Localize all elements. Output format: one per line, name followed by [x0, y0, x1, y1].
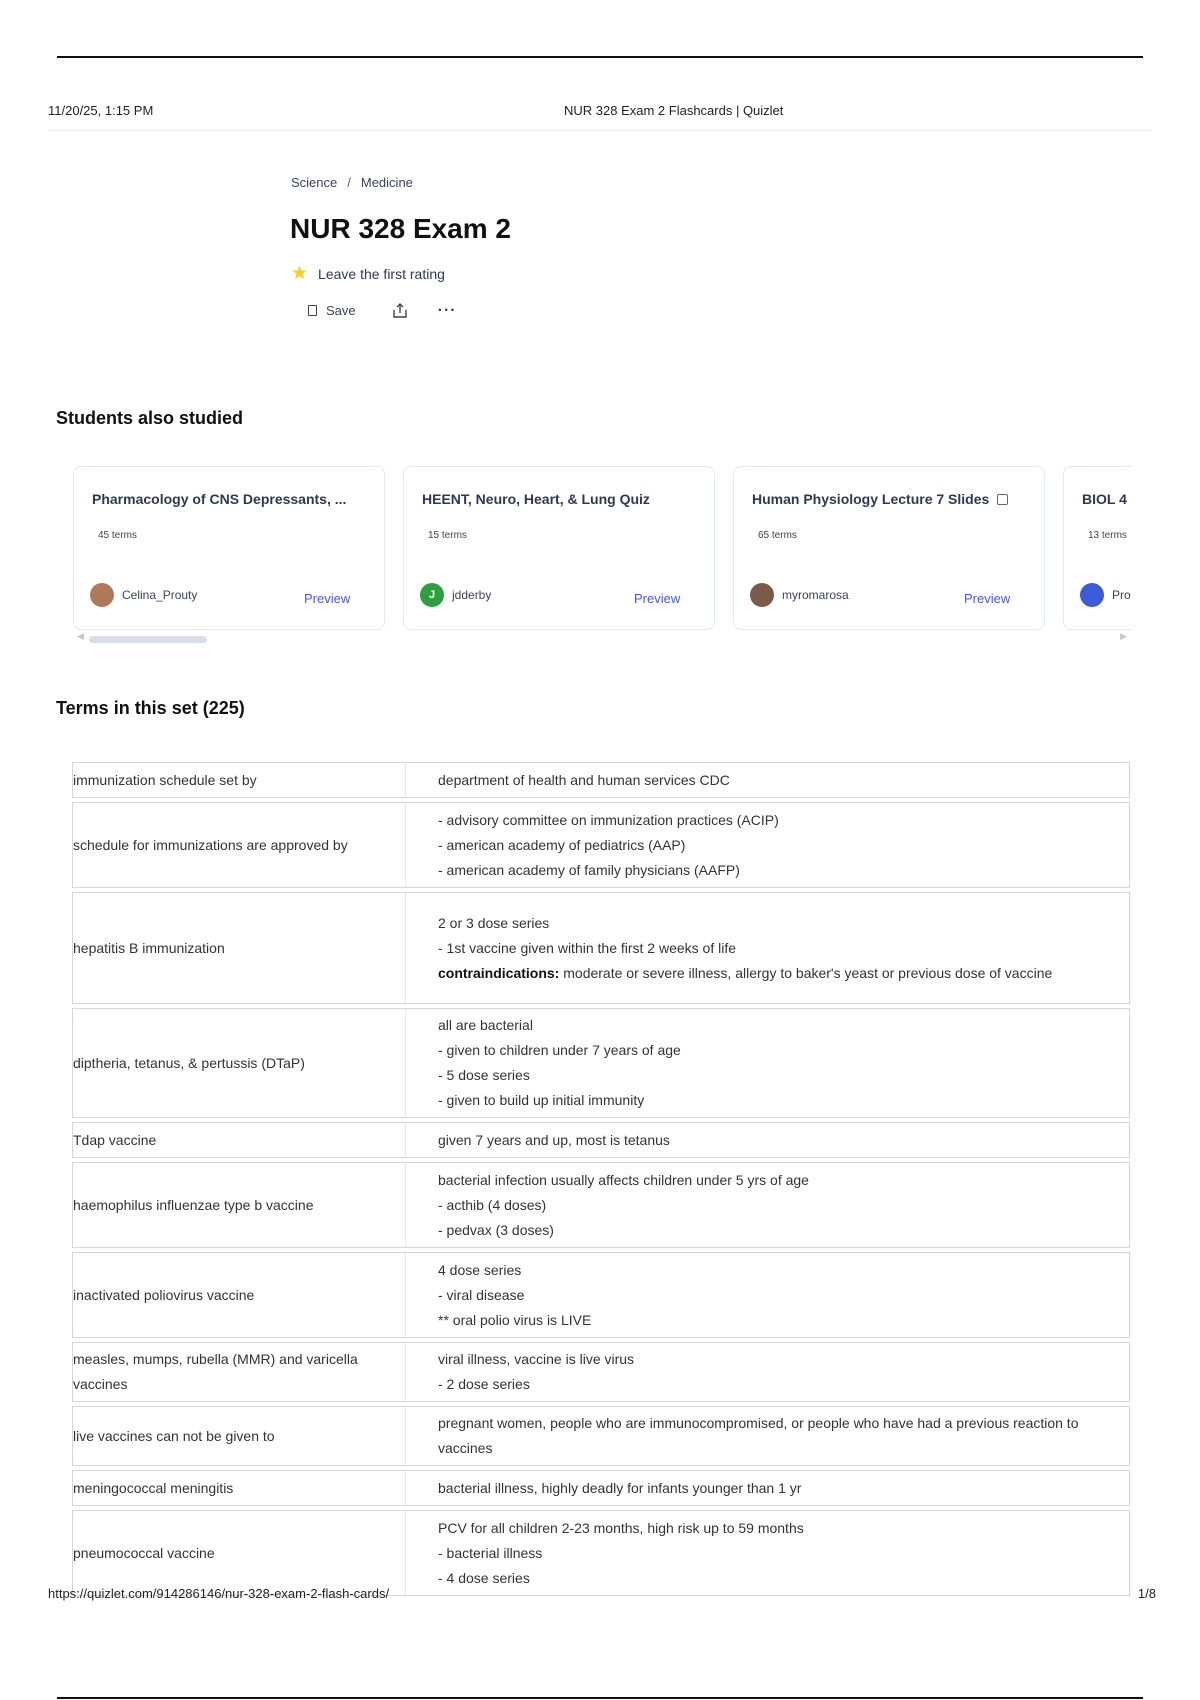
card-username[interactable]: Pro [1112, 588, 1131, 602]
study-set-card[interactable] [403, 466, 715, 630]
slides-icon [997, 494, 1008, 505]
term-row [72, 1342, 1130, 1402]
study-set-carousel [73, 466, 1131, 632]
term-text: schedule for immunizations are approved by [73, 803, 406, 887]
definition [406, 1471, 1129, 1505]
definition [406, 1009, 1129, 1117]
definition [406, 1343, 1129, 1401]
more-options-button[interactable] [437, 301, 457, 319]
breadcrumb [291, 175, 413, 190]
star-icon: ★ [291, 263, 309, 284]
card-term-count: 45 terms [98, 530, 137, 541]
card-username[interactable]: myromarosa [782, 588, 849, 602]
term-row [72, 1122, 1130, 1158]
definition-line: PCV for all children 2-23 months, high risk up to 59 months [438, 1519, 804, 1536]
card-term-count: 13 terms [1088, 530, 1127, 541]
definition-line: - american academy of family physicians (AAFP) [438, 861, 740, 878]
top-rule [57, 56, 1143, 58]
save-button[interactable] [308, 303, 356, 318]
definition-line: bacterial illness, highly deadly for infants younger than 1 yr [438, 1479, 802, 1496]
contraindications-text: moderate or severe illness, allergy to baker's yeast or previous dose of vaccine [563, 964, 1053, 981]
scrollbar-thumb[interactable] [89, 636, 207, 643]
print-page-title: NUR 328 Exam 2 Flashcards | Quizlet [564, 103, 784, 118]
carousel-scrollbar[interactable] [73, 631, 1131, 643]
term-row [72, 1406, 1130, 1466]
avatar [1080, 583, 1104, 607]
definition-line: - 2 dose series [438, 1376, 530, 1392]
term-text: meningococcal meningitis [73, 1471, 406, 1505]
definition-line [438, 961, 1105, 986]
card-title: Pharmacology of CNS Depressants, ... [92, 491, 347, 507]
definition-line: ** oral polio virus is LIVE [438, 1311, 592, 1328]
term-row [72, 1510, 1130, 1596]
definition-line: - advisory committee on immunization practices (ACIP) [438, 811, 779, 828]
term-text: immunization schedule set by [73, 763, 406, 797]
avatar [90, 583, 114, 607]
save-label: Save [326, 303, 356, 318]
avatar: J [420, 583, 444, 607]
more-icon: ··· [437, 301, 457, 319]
term-row [72, 762, 1130, 798]
students-also-studied-heading: Students also studied [56, 408, 244, 428]
avatar [750, 583, 774, 607]
definition-line: - viral disease [438, 1286, 525, 1303]
scroll-left-icon[interactable]: ◀ [77, 631, 84, 641]
definition-line: - bacterial illness [438, 1544, 543, 1561]
card-username[interactable]: Celina_Prouty [122, 588, 198, 602]
term-text: pneumococcal vaccine [73, 1511, 406, 1595]
card-title: BIOL 4 [1082, 491, 1127, 507]
definition [406, 803, 1129, 887]
study-set-card[interactable] [73, 466, 385, 630]
print-url: https://quizlet.com/914286146/nur-328-exam-2-flash-cards/ [48, 1586, 390, 1601]
preview-button[interactable]: Preview [634, 591, 681, 606]
term-text: hepatitis B immunization [73, 893, 406, 1003]
definition-line: - acthib (4 doses) [438, 1196, 547, 1213]
breadcrumb-medicine[interactable]: Medicine [360, 175, 413, 190]
definition-line: - given to children under 7 years of age [438, 1042, 681, 1058]
definition-line: - american academy of pediatrics (AAP) [438, 836, 686, 853]
breadcrumb-separator: / [347, 175, 351, 190]
card-title [752, 491, 1008, 507]
terms-heading: Terms in this set (225) [56, 698, 245, 718]
contraindications-label: contraindications: [438, 964, 560, 981]
terms-list [72, 762, 1130, 1600]
study-set-card[interactable] [733, 466, 1045, 630]
card-title: HEENT, Neuro, Heart, & Lung Quiz [422, 491, 650, 507]
term-row [72, 1008, 1130, 1118]
term-row [72, 1470, 1130, 1506]
definition-line: - 5 dose series [438, 1067, 530, 1083]
share-button[interactable] [392, 302, 408, 319]
term-text: haemophilus influenzae type b vaccine [73, 1163, 406, 1247]
share-icon [392, 302, 408, 319]
definition-line: 2 or 3 dose series [438, 914, 550, 931]
term-text: Tdap vaccine [73, 1123, 406, 1157]
definition-line: pregnant women, people who are immunocompromised, or people who have had a previous reaction to vaccines [438, 1415, 1079, 1456]
print-date: 11/20/25, 1:15 PM [48, 103, 154, 118]
definition [406, 1511, 1129, 1595]
preview-button[interactable]: Preview [964, 591, 1011, 606]
definition-line: bacterial infection usually affects children under 5 yrs of age [438, 1171, 809, 1188]
term-row [72, 802, 1130, 888]
definition-line: - pedvax (3 doses) [438, 1221, 554, 1238]
preview-button[interactable]: Preview [304, 591, 351, 606]
rating-text: Leave the first rating [318, 265, 445, 282]
print-header [48, 103, 1152, 123]
term-row [72, 1162, 1130, 1248]
card-username[interactable]: jdderby [452, 588, 492, 602]
definition [406, 763, 1129, 797]
definition [406, 893, 1129, 1003]
card-title-text: Human Physiology Lecture 7 Slides [752, 491, 990, 507]
bottom-rule [57, 1697, 1143, 1699]
set-actions [308, 302, 457, 319]
breadcrumb-science[interactable]: Science [291, 175, 338, 190]
term-text: diptheria, tetanus, & pertussis (DTaP) [73, 1009, 406, 1117]
definition-line: - 1st vaccine given within the first 2 weeks of life [438, 939, 737, 956]
scroll-right-icon[interactable]: ▶ [1120, 631, 1127, 641]
definition-line: given 7 years and up, most is tetanus [438, 1131, 670, 1148]
definition-line: - given to build up initial immunity [438, 1092, 645, 1108]
rating[interactable] [291, 264, 445, 283]
card-term-count: 65 terms [758, 530, 797, 541]
definition [406, 1123, 1129, 1157]
term-row [72, 1252, 1130, 1338]
page-title: NUR 328 Exam 2 [290, 213, 512, 244]
definition-line: all are bacterial [438, 1017, 533, 1033]
term-text: inactivated poliovirus vaccine [73, 1253, 406, 1337]
term-text: measles, mumps, rubella (MMR) and varicella vaccines [73, 1343, 406, 1401]
definition-line: 4 dose series [438, 1261, 522, 1278]
definition-line: department of health and human services CDC [438, 771, 730, 788]
definition-line: - 4 dose series [438, 1569, 530, 1586]
definition [406, 1253, 1129, 1337]
term-text: live vaccines can not be given to [73, 1407, 406, 1465]
definition-line: viral illness, vaccine is live virus [438, 1351, 635, 1367]
page-number: 1/8 [1137, 1586, 1156, 1601]
definition [406, 1407, 1129, 1465]
card-term-count: 15 terms [428, 530, 467, 541]
study-set-card[interactable] [1063, 466, 1131, 630]
definition [406, 1163, 1129, 1247]
term-row [72, 892, 1130, 1004]
bookmark-icon [308, 305, 317, 316]
header-divider [48, 130, 1152, 131]
